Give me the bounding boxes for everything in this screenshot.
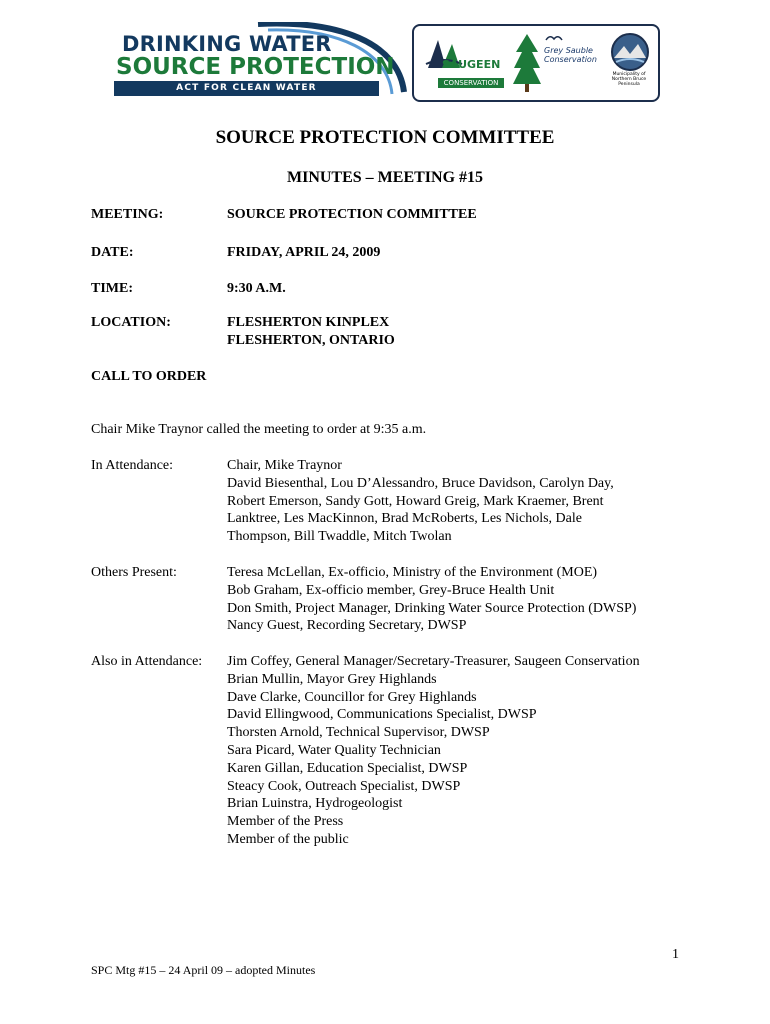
list-item: Teresa McLellan, Ex-officio, Ministry of the Environment (MOE) xyxy=(227,565,598,580)
call-to-order-heading: CALL TO ORDER xyxy=(91,369,207,384)
list-item: Robert Emerson, Sandy Gott, Howard Greig, Mark Kraemer, Brent xyxy=(227,493,604,509)
also-in-attendance-list xyxy=(227,653,640,849)
list-item: Thorsten Arnold, Technical Supervisor, DWSP xyxy=(227,725,490,741)
logo-line-2: SOURCE PROTECTION xyxy=(116,54,395,80)
logo-tagline-bar xyxy=(114,81,379,96)
list-item: Brian Mullin, Mayor Grey Highlands xyxy=(227,671,437,687)
page-number: 1 xyxy=(672,947,679,962)
in-attendance-list xyxy=(227,457,614,546)
meeting-label: MEETING: xyxy=(91,207,164,222)
list-item: Jim Coffey, General Manager/Secretary-Treasurer, Saugeen Conservation xyxy=(227,654,640,669)
list-item: Bob Graham, Ex-officio member, Grey-Bruce Health Unit xyxy=(227,582,555,598)
list-item: Chair, Mike Traynor xyxy=(227,458,342,473)
document-subtitle: MINUTES – MEETING #15 xyxy=(286,169,484,186)
list-item: Steacy Cook, Outreach Specialist, DWSP xyxy=(227,778,461,794)
in-attendance-label: In Attendance: xyxy=(91,458,174,473)
document-title: SOURCE PROTECTION COMMITTEE xyxy=(215,127,555,148)
list-item: Lanktree, Les MacKinnon, Brad McRoberts, Les Nichols, Dale xyxy=(227,511,582,527)
time-label: TIME: xyxy=(91,281,133,296)
municipality-crest-icon xyxy=(610,32,650,72)
saugeen-name: SAUGEEN xyxy=(442,58,501,71)
others-present-list xyxy=(227,564,636,635)
logo-tagline: ACT FOR CLEAN WATER xyxy=(176,83,317,93)
meeting-value: SOURCE PROTECTION COMMITTEE xyxy=(227,207,477,222)
time-value: 9:30 A.M. xyxy=(227,281,286,296)
others-present-label: Others Present: xyxy=(91,565,177,580)
logo-line-1: DRINKING WATER xyxy=(122,32,332,56)
footer-text: SPC Mtg #15 – 24 April 09 – adopted Minutes xyxy=(91,963,316,977)
logo-banner xyxy=(108,22,658,100)
list-item: Member of the public xyxy=(227,831,349,847)
saugeen-subtitle: CONSERVATION xyxy=(438,78,504,88)
list-item: Don Smith, Project Manager, Drinking Water Source Protection (DWSP) xyxy=(227,600,637,616)
list-item: Member of the Press xyxy=(227,814,344,830)
location-value: FLESHERTON KINPLEX xyxy=(227,315,390,330)
list-item: Nancy Guest, Recording Secretary, DWSP xyxy=(227,618,467,634)
list-item: Thompson, Bill Twaddle, Mitch Twolan xyxy=(227,529,452,545)
list-item: Brian Luinstra, Hydrogeologist xyxy=(227,796,403,812)
location-value-line2: FLESHERTON, ONTARIO xyxy=(227,333,395,348)
grey-sauble-name: Grey Sauble Conservation xyxy=(544,46,597,64)
list-item: Sara Picard, Water Quality Technician xyxy=(227,742,441,758)
list-item: Karen Gillan, Education Specialist, DWSP xyxy=(227,760,468,776)
call-to-order-text: Chair Mike Traynor called the meeting to order at 9:35 a.m. xyxy=(91,422,427,437)
date-value: FRIDAY, APRIL 24, 2009 xyxy=(227,245,381,260)
list-item: Dave Clarke, Councillor for Grey Highlands xyxy=(227,689,477,705)
partner-logos-panel xyxy=(412,24,660,102)
also-in-attendance-label: Also in Attendance: xyxy=(91,654,203,669)
location-label: LOCATION: xyxy=(91,315,171,330)
date-label: DATE: xyxy=(91,245,134,260)
list-item: David Ellingwood, Communications Specialist, DWSP xyxy=(227,707,537,723)
list-item: David Biesenthal, Lou D’Alessandro, Bruce Davidson, Carolyn Day, xyxy=(227,475,614,491)
municipality-name: Municipality of Northern Bruce Peninsula xyxy=(611,72,647,87)
bird-icon xyxy=(544,32,564,44)
drinking-water-source-protection-logo xyxy=(108,22,408,100)
pine-tree-icon xyxy=(512,32,542,94)
